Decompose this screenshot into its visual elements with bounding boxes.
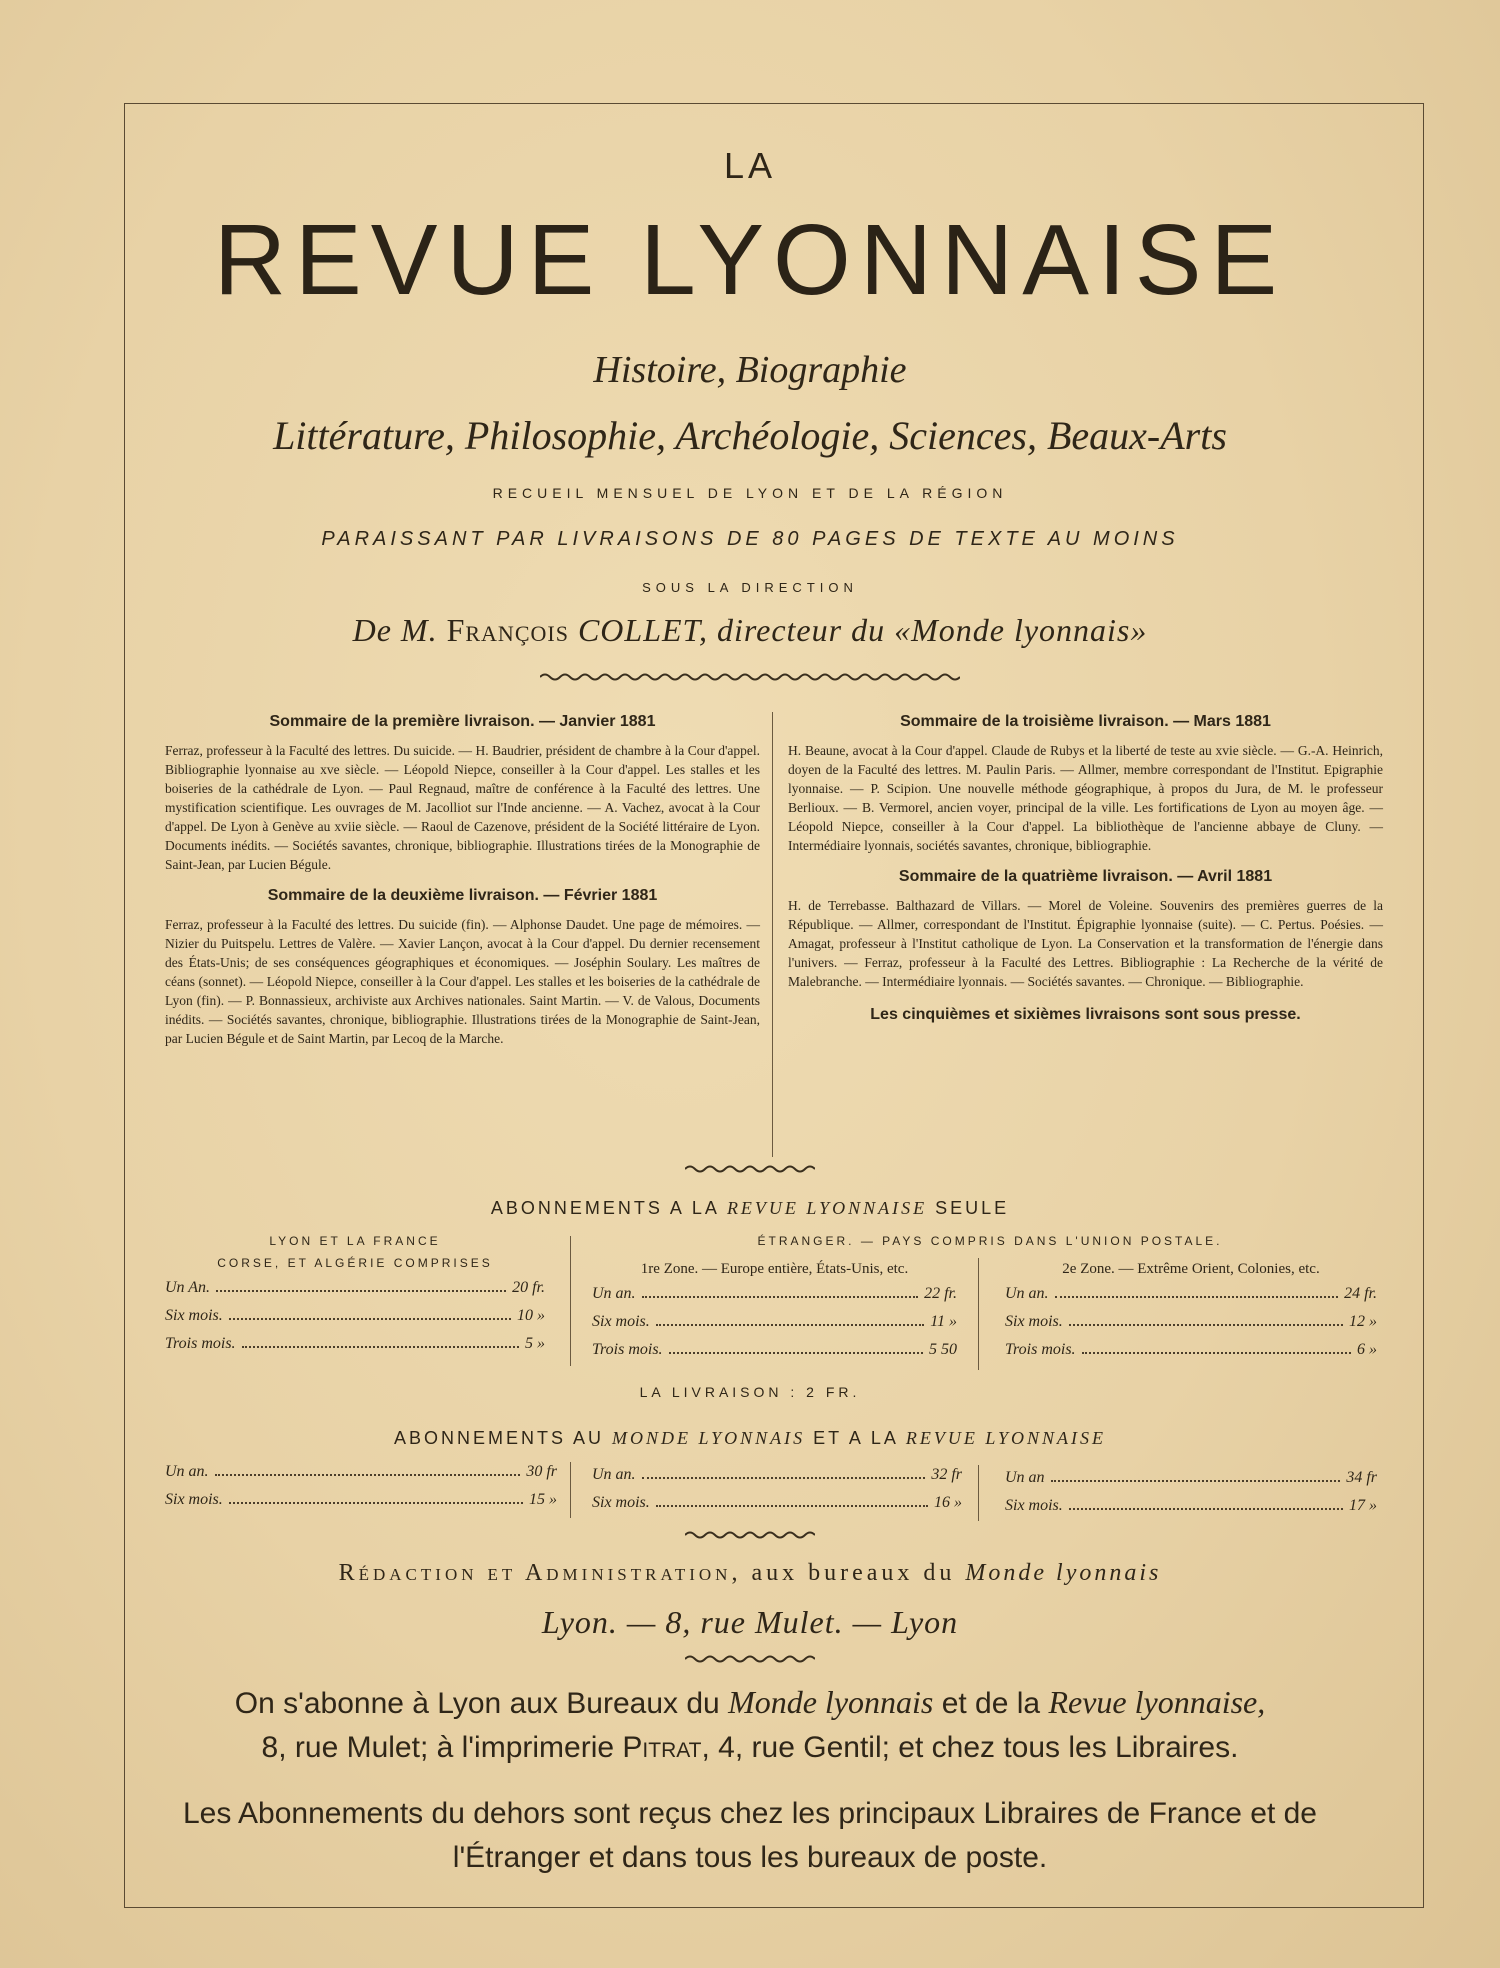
- zone-1: [592, 1254, 957, 1364]
- price-label: Un an.: [165, 1463, 209, 1480]
- leader-dots: [1051, 1480, 1341, 1482]
- zone-separator: [978, 1465, 979, 1521]
- zone-2: [1005, 1254, 1377, 1364]
- onabonne-text: et de la: [933, 1687, 1049, 1720]
- zone-separator: [570, 1462, 571, 1518]
- abonnements-title-pre: ABONNEMENTS A LA: [490, 1198, 727, 1218]
- ornament-divider: [685, 1528, 815, 1542]
- price-label: Trois mois.: [165, 1335, 236, 1352]
- price-row: [592, 1308, 957, 1336]
- leader-dots: [1082, 1352, 1351, 1354]
- leader-dots: [242, 1346, 519, 1348]
- price-value: 34 fr: [1346, 1469, 1377, 1486]
- leader-dots: [642, 1477, 926, 1479]
- summary-column-left: [165, 712, 760, 1060]
- summary-heading-fourth: Sommaire de la quatrième livraison. — Avril 1881: [898, 868, 1273, 885]
- price-label: Un an: [1005, 1469, 1045, 1486]
- price-row: [592, 1489, 962, 1517]
- price-value: 10 »: [517, 1307, 545, 1324]
- price-row: [1005, 1336, 1377, 1364]
- redaction-mid: , aux bureaux du: [731, 1560, 966, 1586]
- price-label: Six mois.: [165, 1307, 223, 1324]
- combined-lyon: [165, 1458, 557, 1514]
- price-row: [165, 1486, 557, 1514]
- leader-dots: [656, 1505, 928, 1507]
- summary-column-right: [788, 712, 1383, 1024]
- combined-abonnements-title: [0, 1428, 1500, 1449]
- onabonne-revue: Revue lyonnaise,: [1048, 1684, 1266, 1720]
- price-value: 20 fr.: [512, 1279, 545, 1296]
- price-value: 11 »: [930, 1313, 957, 1330]
- price-label: Un an.: [592, 1466, 636, 1483]
- leader-dots: [229, 1502, 523, 1504]
- subtitle-history: Histoire, Biographie: [593, 349, 907, 391]
- direction-line: SOUS LA DIRECTION: [642, 580, 858, 595]
- price-value: 15 »: [529, 1491, 557, 1508]
- price-label: Six mois.: [165, 1491, 223, 1508]
- combined-title-mid: ET A LA: [805, 1428, 906, 1448]
- price-row: [592, 1461, 962, 1489]
- onabonne-text: On s'abonne à Lyon aux Bureaux du: [234, 1687, 729, 1720]
- price-row: [165, 1302, 545, 1330]
- price-label: Un an.: [592, 1285, 636, 1302]
- price-label: Trois mois.: [1005, 1341, 1076, 1358]
- summary-body-first: Ferraz, professeur à la Faculté des lettres. Du suicide. — H. Baudrier, président de chambre à la Cour d'appel. Bibliographie lyonnaise au xve siècle. — Léopold Niepce, conseiller à la Cour d'appel. Les stalles et les boiseries de la cathédrale de Lyon. — Paul Regnaud, maître de conférence à la Faculté des lettres. Une mystification scientifique. Les ouvrages de M. Jacolliot sur l'Inde ancienne. — A. Vachez, avocat à la Cour d'appel. De Lyon à Genève au xviie siècle. — Raoul de Cazenove, président de la Société littéraire de Lyon. Documents inédits. — Sociétés savantes, chronique, bibliographie. Illustrations tirées de la Monographie de Saint-Jean, par Lucien Bégule.: [165, 743, 760, 872]
- abonnements-title-italic: REVUE LYONNAISE: [726, 1198, 928, 1218]
- onabonne-text: , 4, rue Gentil; et chez tous les Libraires.: [701, 1731, 1239, 1764]
- price-value: 24 fr.: [1344, 1285, 1377, 1302]
- price-label: Un an.: [1005, 1285, 1049, 1302]
- zone-lyon-head2: CORSE, ET ALGÉRIE COMPRISES: [217, 1256, 493, 1270]
- onabonne-block: [0, 1680, 1500, 1770]
- price-row: [1005, 1308, 1377, 1336]
- onabonne-line-1: [0, 1680, 1500, 1726]
- zone-1-head: 1re Zone. — Europe entière, États-Unis, etc.: [640, 1261, 909, 1277]
- zone-lyon: [165, 1230, 545, 1358]
- column-separator: [772, 712, 773, 1157]
- dehors-line-2: l'Étranger et dans tous les bureaux de poste.: [452, 1841, 1048, 1874]
- etranger-head: ÉTRANGER. — PAYS COMPRIS DANS L'UNION POSTALE.: [757, 1234, 1223, 1248]
- abonnements-title: [0, 1198, 1500, 1219]
- price-row: [1005, 1464, 1377, 1492]
- title-article: LA: [723, 145, 777, 186]
- leader-dots: [1069, 1324, 1343, 1326]
- director-prefix: De M.: [352, 612, 447, 648]
- summary-body-fourth: H. de Terrebasse. Balthazard de Villars. — Morel de Voleine. Souvenirs des premières guerres de la République. — Allmer, correspondant de l'Institut. Épigraphie lyonnaise (suite). — C. Pertus. Poésies. — Amagat, professeur à l'Institut catholique de Lyon. La Conservation et la transformation de l'énergie dans l'univers. — Ferraz, professeur à la Faculté des Lettres. Bibliographie : La Recherche de la vérité de Malebranche. — Intermédiaire lyonnais. — Sociétés savantes. — Chronique. — Bibliographie.: [788, 898, 1383, 989]
- redaction-pre: Rédaction et Administration: [338, 1560, 732, 1586]
- ornament-divider: [540, 670, 960, 684]
- abonnements-title-post: SEULE: [927, 1198, 1010, 1218]
- combined-title-pre: ABONNEMENTS AU: [393, 1428, 612, 1448]
- price-label: Trois mois.: [592, 1341, 663, 1358]
- combined-title-monde: MONDE LYONNAIS: [612, 1428, 806, 1448]
- director-rest: COLLET, directeur du «Monde lyonnais»: [568, 612, 1148, 648]
- zone-separator: [570, 1236, 571, 1366]
- subtitle-disciplines: Littérature, Philosophie, Archéologie, Sciences, Beaux-Arts: [273, 413, 1227, 458]
- price-label: Six mois.: [592, 1313, 650, 1330]
- ornament-divider: [685, 1162, 815, 1176]
- ornament-divider: [685, 1652, 815, 1666]
- price-row: [592, 1336, 957, 1364]
- price-value: 16 »: [934, 1494, 962, 1511]
- price-label: Six mois.: [1005, 1313, 1063, 1330]
- onabonne-monde: Monde lyonnais: [728, 1684, 934, 1720]
- redaction-line: [0, 1560, 1500, 1587]
- onabonne-text: 8, rue Mulet; à l'imprimerie: [261, 1731, 623, 1764]
- price-row: [165, 1274, 545, 1302]
- director-line: [0, 612, 1500, 649]
- price-value: 5 50: [929, 1341, 957, 1358]
- director-firstname: François: [446, 612, 569, 648]
- summary-body-second: Ferraz, professeur à la Faculté des lettres. Du suicide (fin). — Alphonse Daudet. Une page de mémoires. — Nizier du Puitspelu. Lettres de Valère. — Xavier Lançon, avocat à la Cour d'appel. Du dernier recensement des États-Unis; de ses conséquences géographiques et économiques. — Joséphin Soulary. Les maîtres de céans (sonnet). — Léopold Niepce, conseiller à la Cour d'appel. Les stalles et les boiseries de la cathédrale de Lyon (fin). — P. Bonnassieux, archiviste aux Archives nationales. Saint Martin. — V. de Valous, Documents inédits. — Sociétés savantes, chronique, bibliographie. Illustrations tirées de la Monographie de Saint-Jean, par Lucien Bégule et de Saint Martin, par Lecoq de la Marche.: [165, 917, 760, 1046]
- redaction-monde: Monde lyonnais: [965, 1560, 1162, 1586]
- price-value: 5 »: [525, 1335, 545, 1352]
- combined-title-revue: REVUE LYONNAISE: [905, 1428, 1107, 1448]
- price-value: 17 »: [1349, 1497, 1377, 1514]
- combined-zone-2: [1005, 1464, 1377, 1520]
- price-row: [1005, 1280, 1377, 1308]
- leader-dots: [669, 1352, 923, 1354]
- summary-heading-first: Sommaire de la première livraison. — Janvier 1881: [269, 713, 656, 730]
- onabonne-pitrat: Pitrat: [622, 1731, 702, 1764]
- price-row: [592, 1280, 957, 1308]
- price-value: 22 fr.: [924, 1285, 957, 1302]
- price-label: Six mois.: [1005, 1497, 1063, 1514]
- price-row: [165, 1330, 545, 1358]
- summary-heading-second: Sommaire de la deuxième livraison. — Février 1881: [267, 887, 658, 904]
- price-row: [165, 1458, 557, 1486]
- price-label: Six mois.: [592, 1494, 650, 1511]
- leader-dots: [229, 1318, 511, 1320]
- journal-title: REVUE LYONNAISE: [213, 204, 1287, 316]
- leader-dots: [656, 1324, 924, 1326]
- zone-separator: [978, 1258, 979, 1370]
- price-value: 30 fr: [526, 1463, 557, 1480]
- livraison-price: LA LIVRAISON : 2 FR.: [639, 1384, 861, 1400]
- address-line: Lyon. — 8, rue Mulet. — Lyon: [541, 1604, 959, 1640]
- leader-dots: [1069, 1508, 1343, 1510]
- summary-heading-third: Sommaire de la troisième livraison. — Mars 1881: [900, 713, 1271, 730]
- leader-dots: [215, 1474, 521, 1476]
- presse-notice: Les cinquièmes et sixièmes livraisons sont sous presse.: [870, 1006, 1301, 1023]
- paraissant-line: PARAISSANT PAR LIVRAISONS DE 80 PAGES DE TEXTE AU MOINS: [321, 528, 1179, 550]
- leader-dots: [642, 1296, 919, 1298]
- combined-zone-1: [592, 1461, 962, 1517]
- price-value: 32 fr: [931, 1466, 962, 1483]
- zone-lyon-head1: LYON ET LA FRANCE: [269, 1234, 441, 1248]
- recueil-line: RECUEIL MENSUEL DE LYON ET DE LA RÉGION: [492, 485, 1008, 501]
- price-value: 12 »: [1349, 1313, 1377, 1330]
- onabonne-line-2: [0, 1726, 1500, 1770]
- price-value: 6 »: [1357, 1341, 1377, 1358]
- dehors-block: [0, 1792, 1500, 1880]
- summary-body-third: H. Beaune, avocat à la Cour d'appel. Claude de Rubys et la liberté de teste au xvie siècle. — G.-A. Heinrich, doyen de la Faculté des lettres. M. Paulin Paris. — Allmer, membre correspondant de l'Institut. Epigraphie lyonnaise. — P. Scipion. Une nouvelle méthode géographique, à propos du Jura, de M. le professeur Berlioux. — B. Vermorel, ancien voyer, principal de la ville. Les fortifications de Lyon au moyen âge. — Léopold Niepce, conseiller à la Cour d'appel. La bibliothèque de l'ancienne abbaye de Cluny. — Intermédiaire lyonnais, sociétés savantes, chronique, bibliographie.: [788, 743, 1383, 853]
- price-label: Un An.: [165, 1279, 211, 1296]
- zone-2-head: 2e Zone. — Extrême Orient, Colonies, etc.: [1062, 1261, 1320, 1277]
- price-row: [1005, 1492, 1377, 1520]
- leader-dots: [1055, 1296, 1339, 1298]
- dehors-line-1: Les Abonnements du dehors sont reçus chez les principaux Libraires de France et de: [183, 1797, 1317, 1830]
- leader-dots: [216, 1290, 506, 1292]
